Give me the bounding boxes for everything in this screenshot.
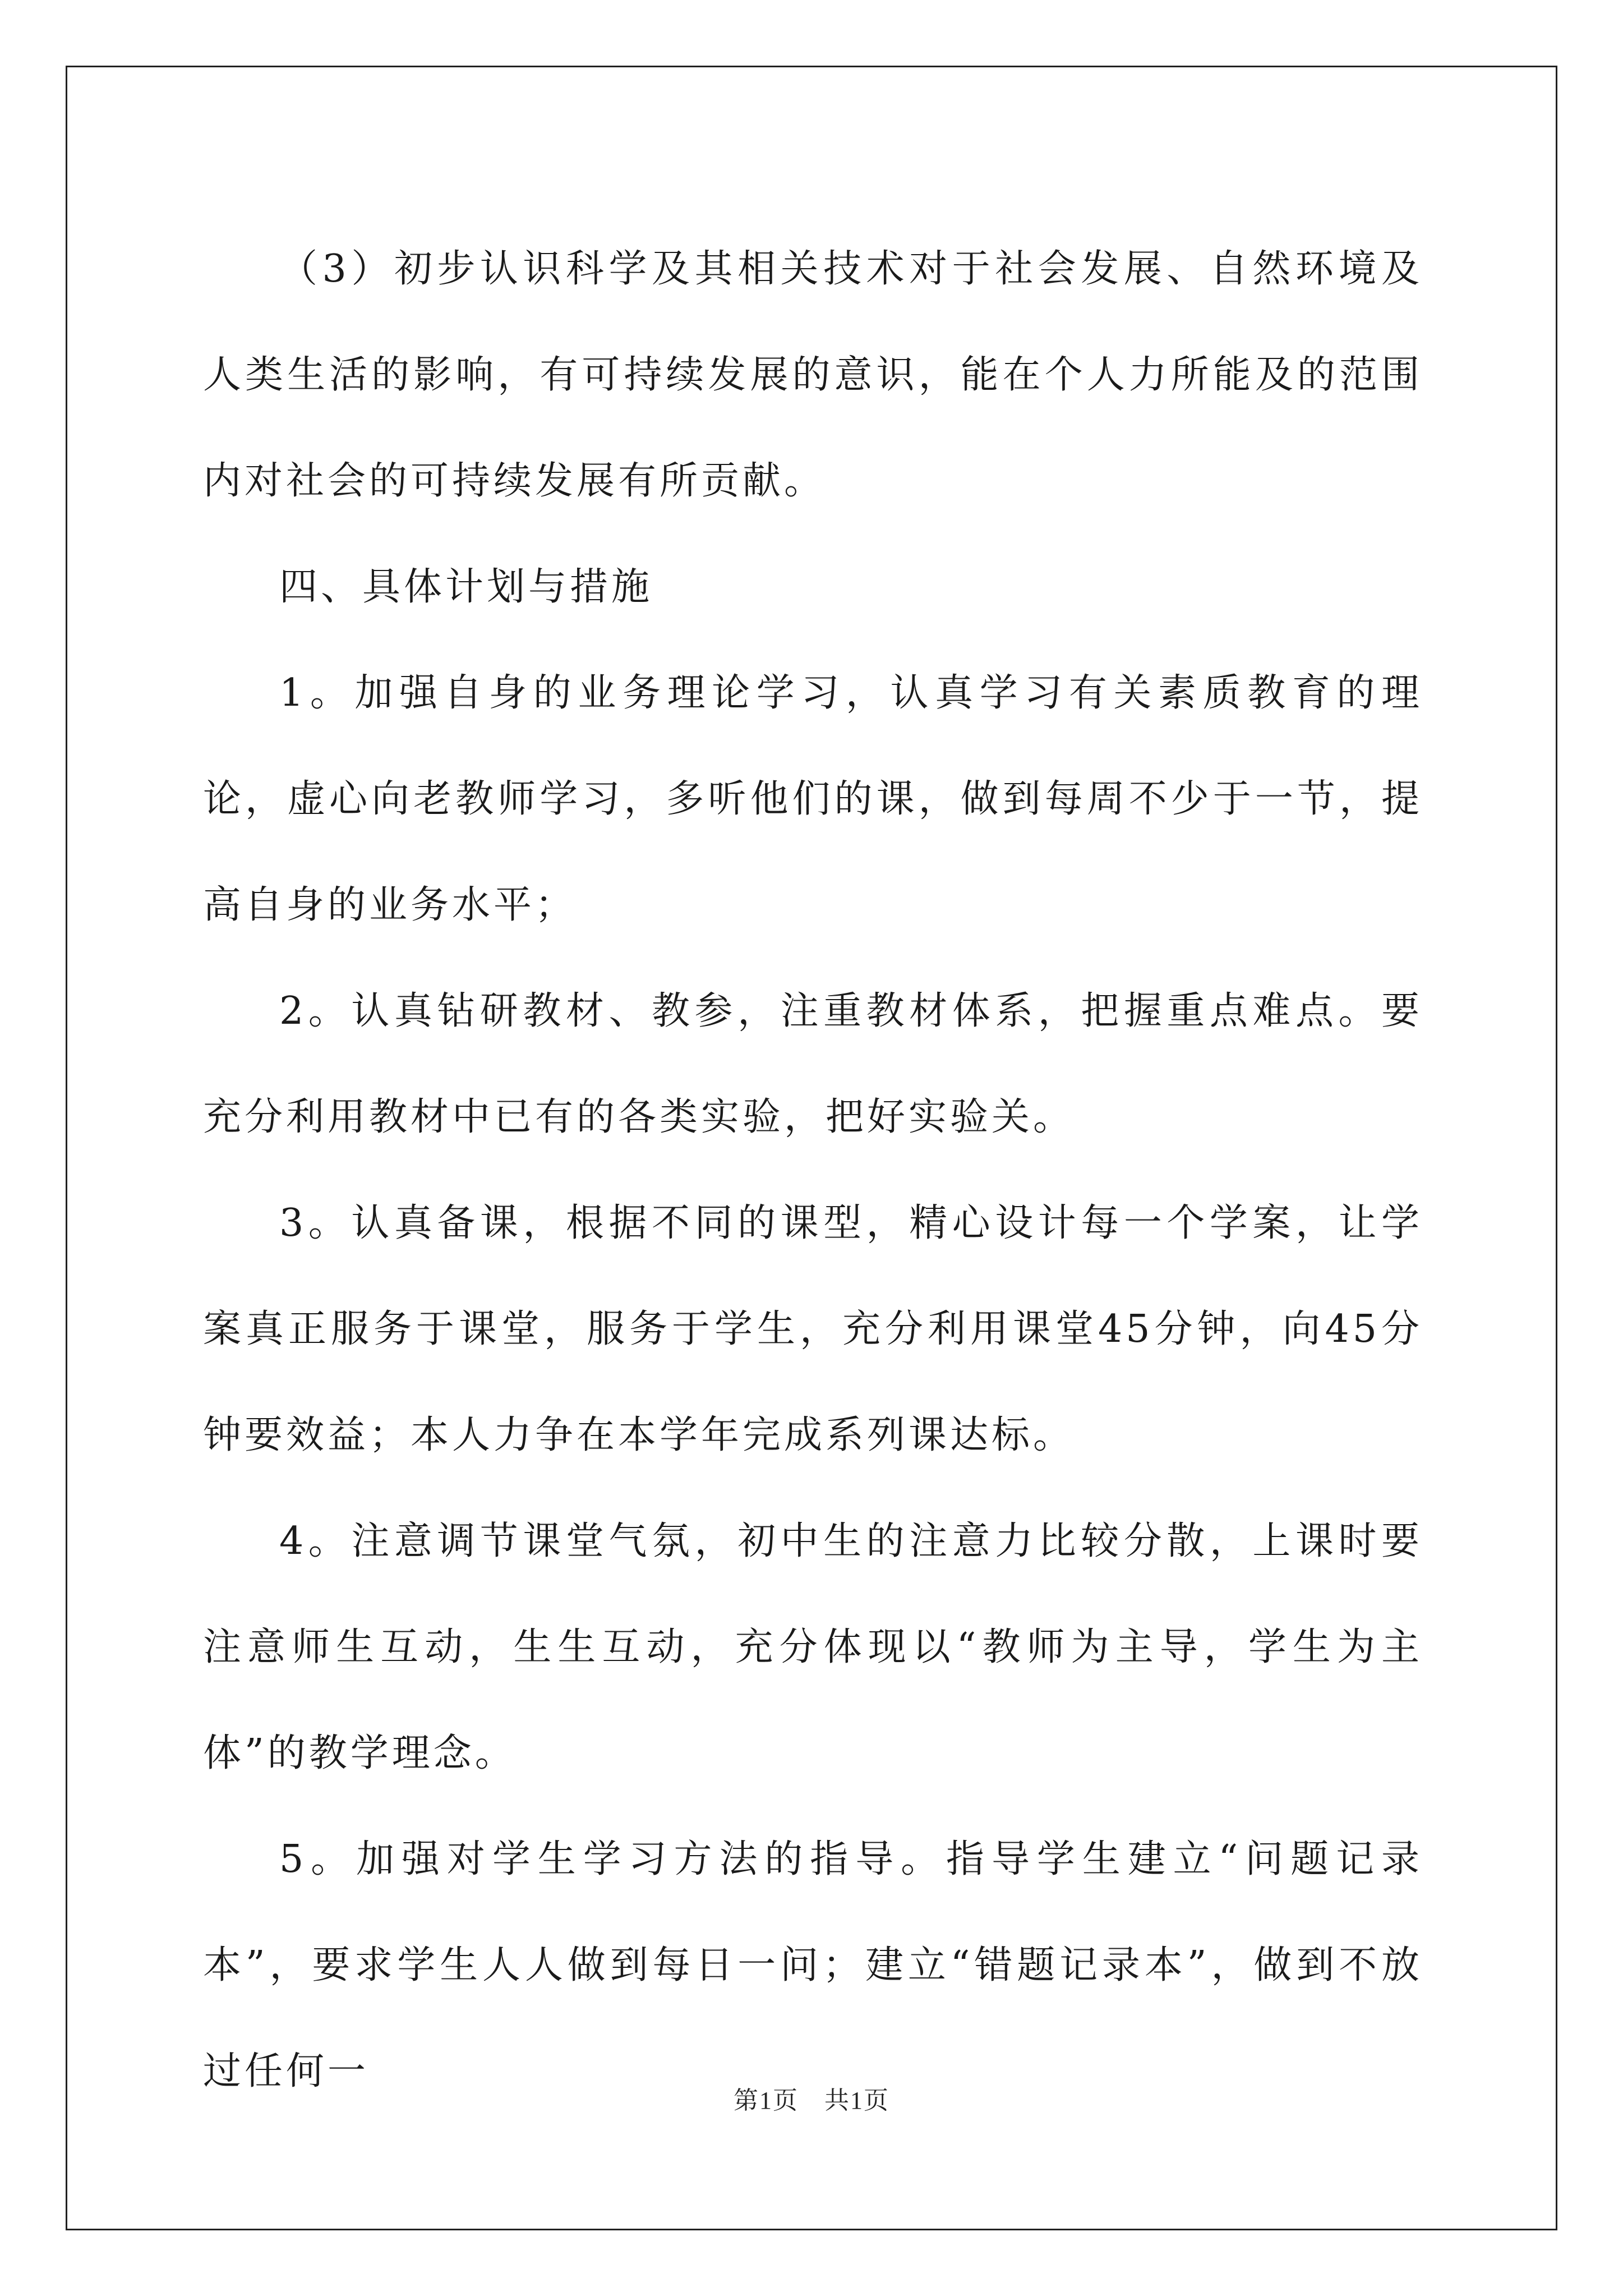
paragraph-measure-5: 5。加强对学生学习方法的指导。指导学生建立“问题记录本”，要求学生人人做到每日一问；建立“错题记录本”，做到不放过任何一 bbox=[203, 1837, 1423, 2093]
page-number-footer: 第1页 共1页 bbox=[734, 2087, 889, 2114]
paragraph-goal-3: （3）初步认识科学及其相关技术对于社会发展、自然环境及人类生活的影响，有可持续发展的意识，能在个人力所能及的范围内对社会的可持续发展有所贡献。 bbox=[203, 247, 1423, 503]
paragraph-measure-4: 4。注意调节课堂气氛，初中生的注意力比较分散，上课时要注意师生互动，生生互动，充分体现以“教师为主导，学生为主体”的教学理念。 bbox=[203, 1519, 1423, 1775]
document-body bbox=[203, 216, 1423, 2124]
paragraph-measure-3: 3。认真备课，根据不同的课型，精心设计每一个学案，让学案真正服务于课堂，服务于学生，充分利用课堂45分钟，向45分钟要效益；本人力争在本学年完成系列课达标。 bbox=[203, 1201, 1423, 1457]
paragraph-measure-2: 2。认真钻研教材、教参，注重教材体系，把握重点难点。要充分利用教材中已有的各类实验，把好实验关。 bbox=[203, 989, 1423, 1139]
section-heading-plan-measures: 四、具体计划与措施 bbox=[279, 565, 653, 609]
paragraph-measure-1: 1。加强自身的业务理论学习，认真学习有关素质教育的理论，虚心向老教师学习，多听他们的课，做到每周不少于一节，提高自身的业务水平； bbox=[203, 671, 1423, 927]
